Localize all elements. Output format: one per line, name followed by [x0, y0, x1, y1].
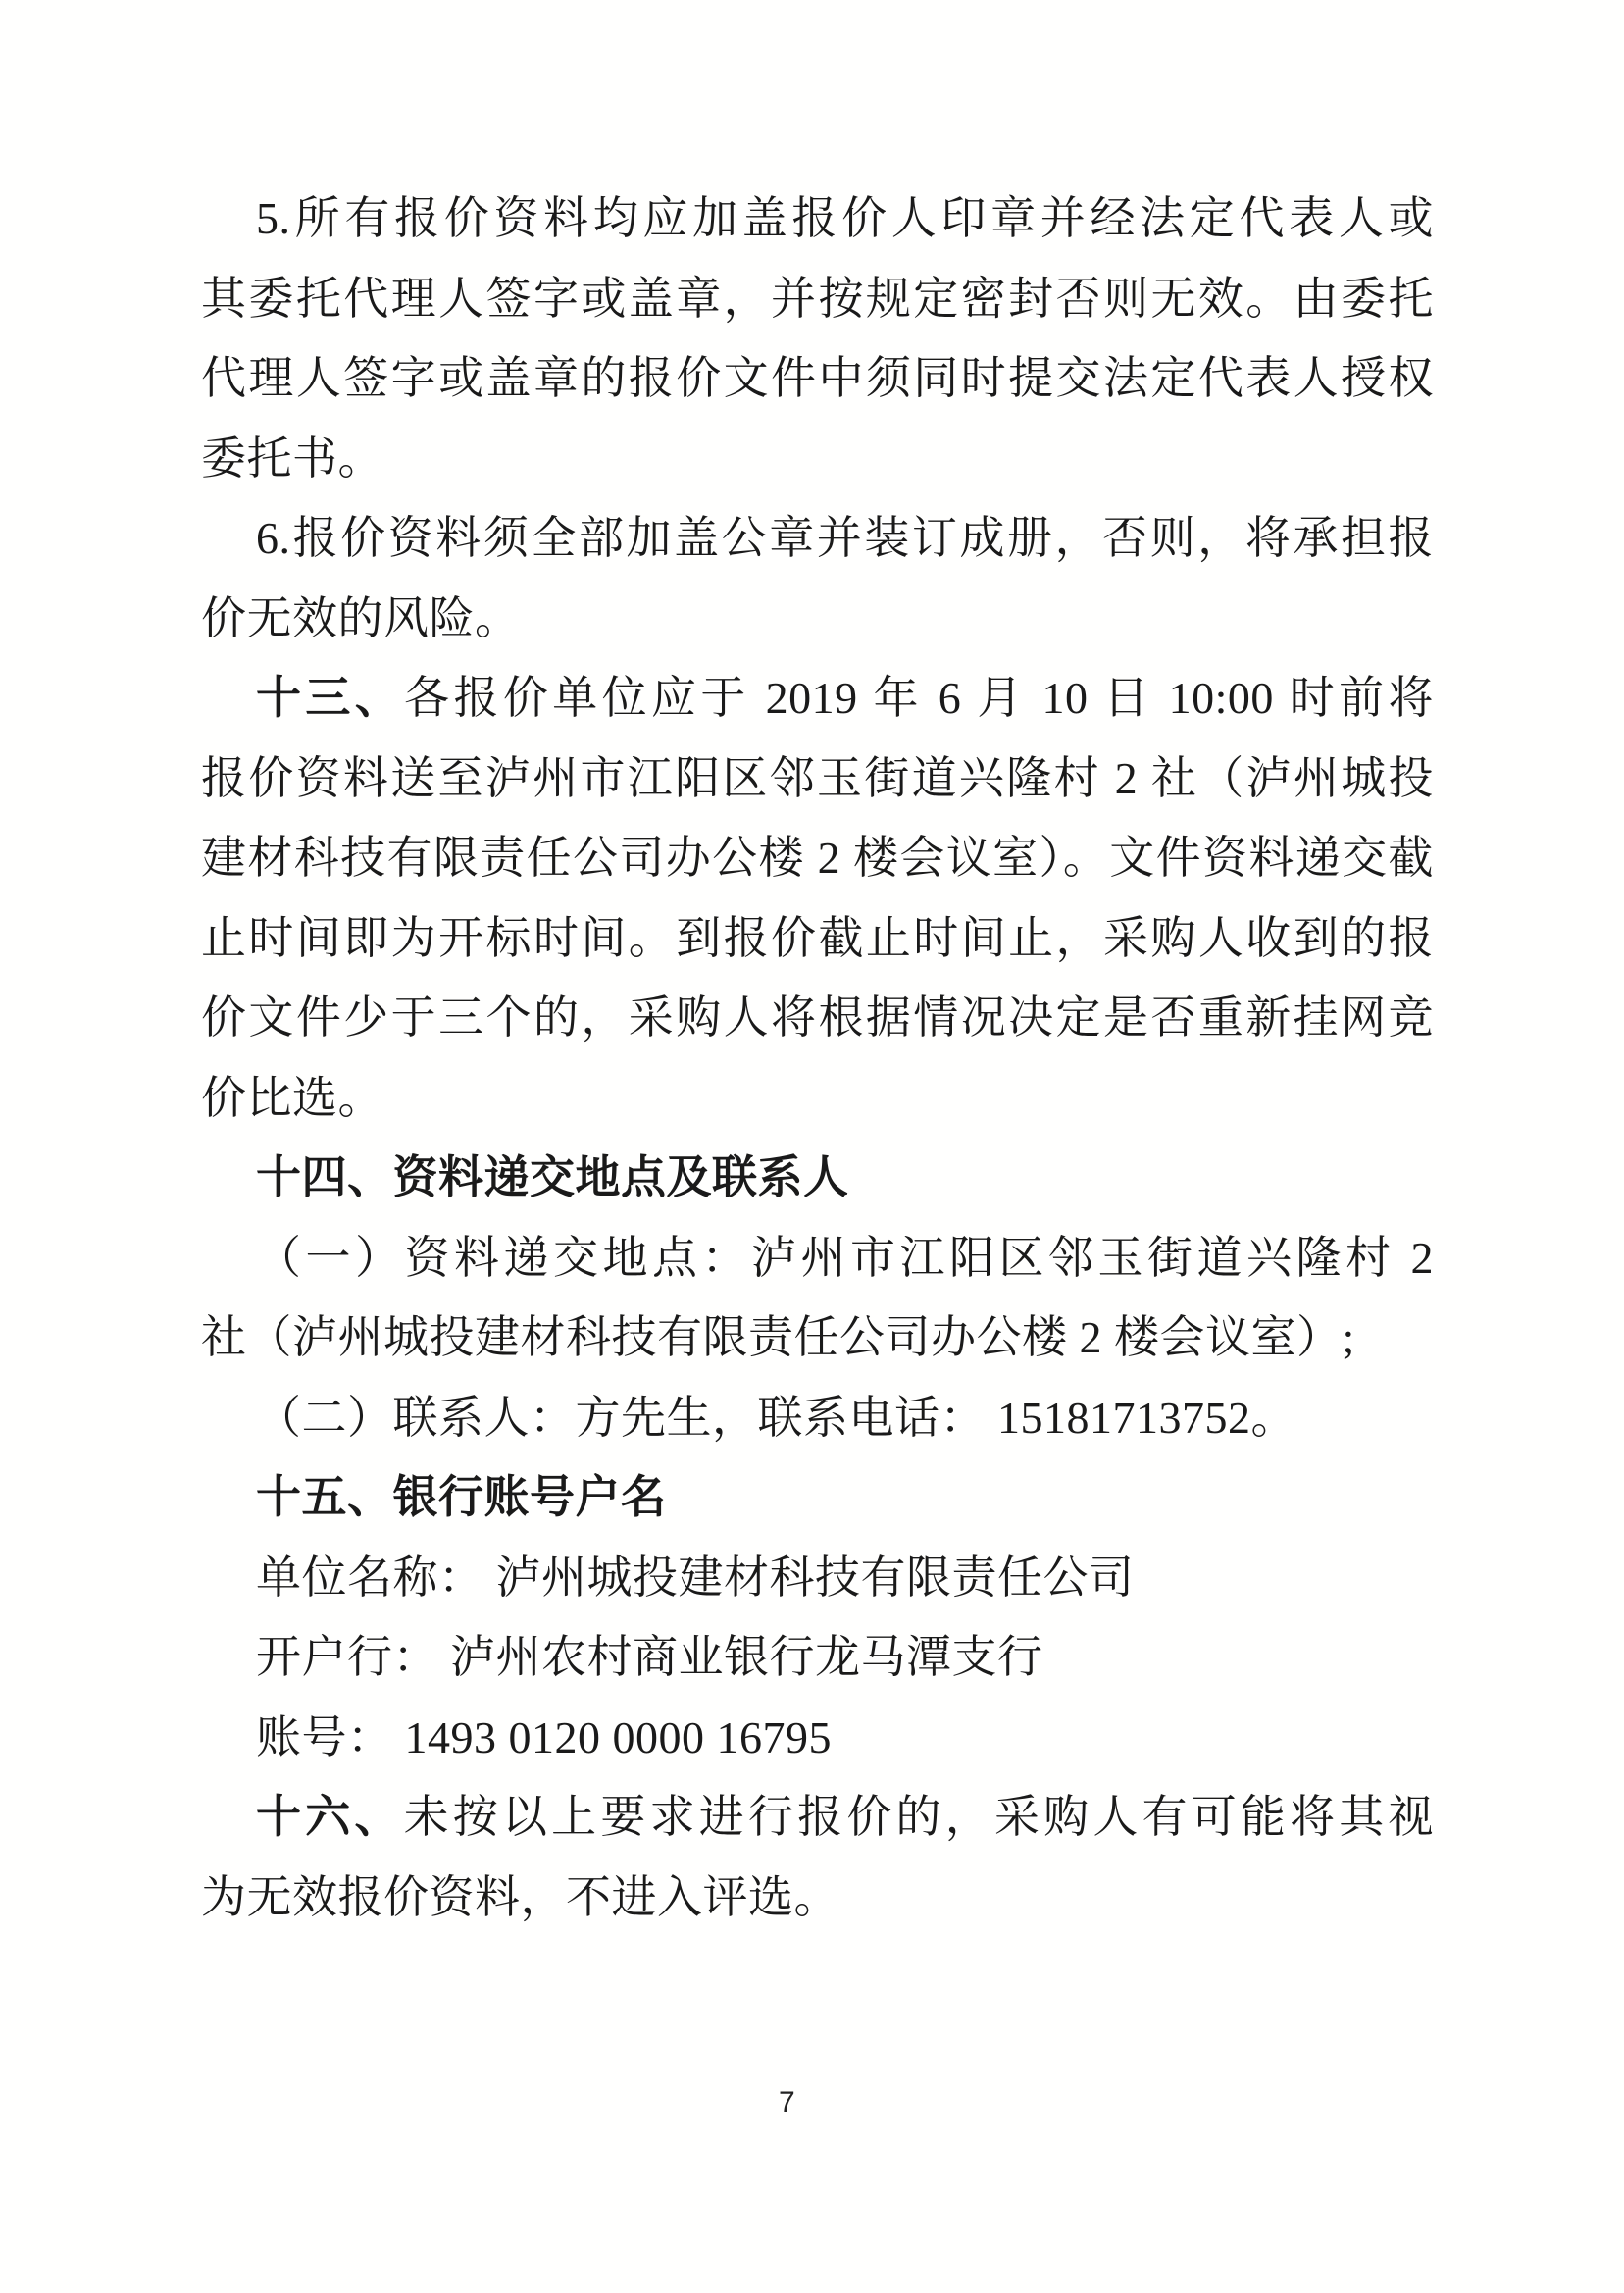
page-body	[201, 178, 1434, 1937]
text-line	[201, 579, 1434, 659]
line-text: 单位名称： 泸州城投建材科技有限责任公司	[256, 1552, 1135, 1603]
line-text: （二）联系人：方先生，联系电话： 15181713752。	[256, 1392, 1296, 1443]
text-line	[201, 1538, 1434, 1618]
text-line	[201, 898, 1434, 979]
text-line	[201, 1698, 1434, 1778]
line-text: 各报价单位应于 2019 年 6 月 10 日 10:00 时前将	[404, 673, 1435, 723]
line-text: 报价资料送至泸州市江阳区邻玉街道兴隆村 2 社（泸州城投	[201, 752, 1434, 803]
line-text: 账号： 1493 0120 0000 16795	[256, 1711, 832, 1762]
line-text: 止时间即为开标时间。到报价截止时间止，采购人收到的报	[201, 912, 1434, 963]
line-text: 开户行： 泸州农村商业银行龙马潭支行	[256, 1632, 1043, 1682]
line-text: 价比选。	[201, 1072, 383, 1123]
section-heading	[201, 1457, 1434, 1538]
text-line	[201, 1298, 1434, 1378]
line-text: 为无效报价资料，不进入评选。	[201, 1871, 839, 1922]
line-text: 社（泸州城投建材科技有限责任公司办公楼 2 楼会议室）;	[201, 1312, 1355, 1362]
line-text: （一）资料递交地点：泸州市江阳区邻玉街道兴隆村 2	[256, 1232, 1434, 1283]
text-line	[201, 818, 1434, 898]
line-text: 代理人签字或盖章的报价文件中须同时提交法定代表人授权	[201, 353, 1434, 403]
line-bold-prefix: 十五、银行账号户名	[256, 1472, 667, 1522]
text-line	[201, 1218, 1434, 1299]
text-line	[201, 178, 1434, 259]
text-line	[201, 419, 1434, 499]
text-line	[201, 1858, 1434, 1938]
line-text: 价无效的风险。	[201, 592, 521, 643]
text-line	[201, 658, 1434, 739]
line-text: 5.所有报价资料均应加盖报价人印章并经法定代表人或	[256, 193, 1434, 243]
line-text: 价文件少于三个的，采购人将根据情况决定是否重新挂网竞	[201, 993, 1434, 1043]
line-bold-prefix: 十四、资料递交地点及联系人	[256, 1152, 849, 1202]
line-text: 建材科技有限责任公司办公楼 2 楼会议室）。文件资料递交截	[201, 833, 1434, 883]
line-text: 6.报价资料须全部加盖公章并装订成册，否则，将承担报	[256, 513, 1434, 563]
text-line	[201, 739, 1434, 819]
text-line	[201, 259, 1434, 339]
line-text: 其委托代理人签字或盖章，并按规定密封否则无效。由委托	[201, 273, 1434, 324]
line-text: 未按以上要求进行报价的，采购人有可能将其视	[403, 1792, 1435, 1842]
line-bold-prefix: 十六、	[256, 1792, 404, 1842]
section-heading	[201, 1138, 1434, 1218]
text-line	[201, 1777, 1434, 1858]
text-line	[201, 338, 1434, 419]
text-line	[201, 978, 1434, 1058]
text-line	[201, 498, 1434, 579]
text-line	[201, 1617, 1434, 1698]
text-line	[201, 1378, 1434, 1458]
line-text: 委托书。	[201, 433, 383, 484]
text-line	[201, 1058, 1434, 1139]
line-bold-prefix: 十三、	[256, 673, 405, 723]
page-number: 7	[779, 2086, 795, 2118]
